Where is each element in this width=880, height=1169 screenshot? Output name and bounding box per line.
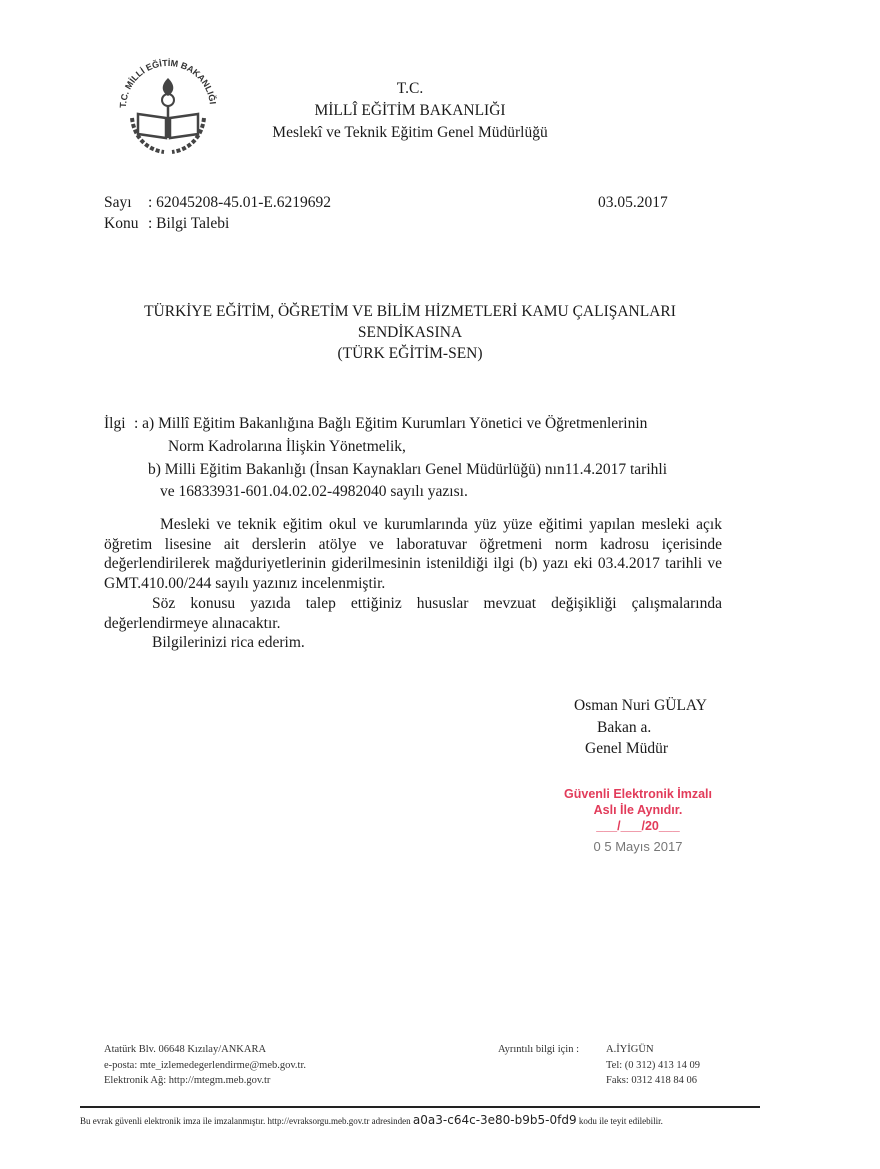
header-ministry: MİLLÎ EĞİTİM BAKANLIĞI [314, 102, 506, 119]
body-paragraph-1: Mesleki ve teknik eğitim okul ve kurumlarında yüz yüze eğitimi yapılan mesleki açık öğretim lisesine ait derslerin atölye ve laboratuvar öğretmeni norm kadrosu içerisinde değerlendirilerek mağduriyetlerinin giderilmesinin istenildiği ilgi (b) yazı eki 03.4.2017 tarihli ve GMT.410.00/244 sayılı yazınız incelenmiştir. [104, 516, 722, 592]
stamp-line2: Aslı İle Aynıdır. [593, 803, 683, 817]
header-directorate: Meslekî ve Teknik Eğitim Genel Müdürlüğü [272, 124, 548, 141]
stamp-line3: ___/___/20___ [596, 819, 680, 833]
signatory-name: Osman Nuri GÜLAY [574, 697, 707, 714]
ilgi-b-line2: ve 16833931-601.04.02.02-4982040 sayılı yazısı. [160, 483, 468, 500]
footer-info-label: Ayrıntılı bilgi için : [498, 1044, 579, 1055]
svg-text:T.C. MİLLİ EĞİTİM BAKANLIĞI: T.C. MİLLİ EĞİTİM BAKANLIĞI [117, 57, 218, 109]
sayi-label: Sayı [104, 194, 132, 211]
footer-tel: Tel: (0 312) 413 14 09 [606, 1059, 701, 1071]
signatory-title1: Bakan a. [597, 719, 652, 736]
body-paragraph-3: Bilgilerinizi rica ederim. [152, 634, 305, 651]
ilgi-b-line1: b) Milli Eğitim Bakanlığı (İnsan Kaynakları Genel Müdürlüğü) nın11.4.2017 tarihli [148, 461, 668, 478]
ilgi-label: İlgi [104, 415, 126, 432]
header-tc: T.C. [396, 80, 424, 97]
signatory-title2: Genel Müdür [585, 740, 669, 757]
recipient-line3: (TÜRK EĞİTİM-SEN) [337, 345, 483, 362]
ilgi-a-line2: Norm Kadrolarına İlişkin Yönetmelik, [168, 438, 406, 455]
footer-left [104, 1042, 306, 1089]
ministry-logo [104, 38, 229, 163]
verification-suffix: kodu ile teyit edilebilir. [578, 1116, 663, 1126]
stamp-date: 0 5 Mayıs 2017 [593, 839, 683, 854]
konu-label: Konu [104, 215, 139, 232]
stamp-line1: Güvenli Elektronik İmzalı [564, 787, 712, 801]
footer-contact-block [606, 1042, 700, 1089]
recipient-line1: TÜRKİYE EĞİTİM, ÖĞRETİM VE BİLİM HİZMETLERİ KAMU ÇALIŞANLARI [144, 303, 676, 320]
footer-divider [80, 1106, 760, 1108]
document-date: 03.05.2017 [598, 194, 668, 211]
footer-fax: Faks: 0312 418 84 06 [606, 1075, 698, 1086]
footer-contact: A.İYİGÜN [606, 1044, 654, 1055]
footer-email: e-posta: mte_izlemedegerlendirme@meb.gov.tr. [104, 1059, 307, 1071]
ilgi-a-line1: : a) Millî Eğitim Bakanlığına Bağlı Eğitim Kurumları Yönetici ve Öğretmenlerinin [134, 415, 648, 432]
footer-web: Elektronik Ağ: http://mtegm.meb.gov.tr [104, 1075, 271, 1086]
footer-address: Atatürk Blv. 06648 Kızılay/ANKARA [104, 1044, 267, 1055]
recipient-line2: SENDİKASINA [357, 324, 463, 341]
sayi-value: : 62045208-45.01-E.6219692 [148, 194, 331, 211]
konu-value: : Bilgi Talebi [148, 215, 230, 232]
verification-note [80, 1113, 663, 1127]
certification-stamp [548, 787, 728, 854]
body-paragraph-2: Söz konusu yazıda talep ettiğiniz hususlar mevzuat değişikliği çalışmalarında değerlendirmeye alınacaktır. [104, 595, 722, 632]
verification-code: a0a3-c64c-3e80-b9b5-0fd9 [412, 1113, 577, 1127]
verification-prefix: Bu evrak güvenli elektronik imza ile imzalanmıştır. http://evraksorgu.meb.gov.tr adresinden [80, 1116, 411, 1126]
